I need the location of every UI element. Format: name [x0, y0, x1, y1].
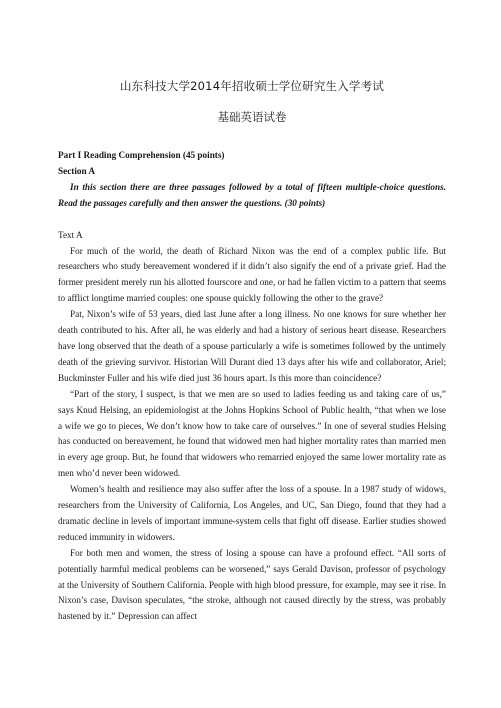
section-instructions: In this section there are three passages followed by a total of fifteen multiple-choice questions. Read the passages carefully and then answer the questions. (30 points) [58, 181, 446, 208]
exam-body [58, 148, 446, 625]
exam-subtitle: 基础英语试卷 [217, 110, 287, 124]
paragraph-1: For much of the world, the death of Richard Nixon was the end of a complex public life. But researchers who study bereavement wondered if it didn’t also signify the end of a private grief. Had the former president merely run his allotted fourscore and one, or had he fallen victim to a pattern that seems to afflict longtime married couples: one spouse quickly following the other to the grave? [58, 245, 446, 304]
spacer [58, 212, 446, 228]
text-a-heading: Text A [58, 229, 83, 240]
paragraph-4: Women’s health and resilience may also suffer after the loss of a spouse. In a 1987 study of widows, researchers from the University of California, Los Angeles, and UC, San Diego, found that they had a dramatic decline in levels of important immune-system cells that fight off disease. Earlier studies showed reduced immunity in widowers. [58, 484, 446, 542]
paragraph-3: “Part of the story, I suspect, is that we men are so used to ladies feeding us and taking care of us,” says Knud Helsing, an epidemiologist at the Johns Hopkins School of Public health, “that when we lose a wife we go to pieces, We don’t know how to take care of ourselves.” In one of several studies Helsing has conducted on bereavement, he found that widowed men had higher mortality rates than married men in every age group. But, he found that widowers who remarried enjoyed the same lower mortality rate as men who’d never been widowed. [58, 388, 446, 479]
exam-title: 山东科技大学2014年招收硕士学位研究生入学考试 [119, 79, 385, 93]
section-heading: Section A [58, 165, 96, 176]
paragraph-5: For both men and women, the stress of losing a spouse can have a profound effect. “All sorts of potentially harmful medical problems can be worsened,” says Gerald Davison, professor of psychology at the University of Southern California. People with high blood pressure, for example, may see it rise. In Nixon’s case, Davison speculates, “the stroke, although not caused directly by the stress, was probably hastened by it.” Depression can affect [58, 547, 446, 622]
part-heading: Part I Reading Comprehension (45 points) [58, 150, 225, 160]
paragraph-2: Pat, Nixon’s wife of 53 years, died last June after a long illness. No one knows for sure whether her death contributed to his. After all, he was elderly and had a history of serious heart disease. Researchers have long observed that the death of a spouse particularly a wife is sometimes followed by the untimely death of the grieving survivor. Historian Will Durant died 13 days after his wife and collaborator, Ariel; Buckminster Fuller and his wife died just 36 hours apart. Is this more than coincidence? [58, 309, 446, 383]
